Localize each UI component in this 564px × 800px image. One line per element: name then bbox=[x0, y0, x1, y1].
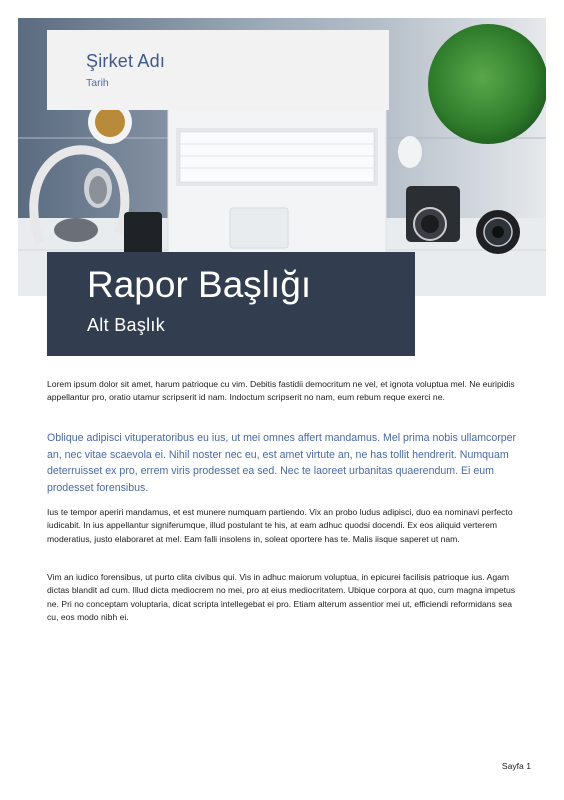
date-field[interactable]: Tarih bbox=[86, 77, 109, 89]
company-info-box bbox=[47, 30, 389, 110]
company-name[interactable]: Şirket Adı bbox=[86, 51, 166, 71]
body-paragraph-3[interactable]: Vim an iudico forensibus, ut purto clita civibus qui. Vis in adhuc maiorum voluptua, in epicurei facilisis patrioque ius. Agam dictas blandit ad cum. Illud dicta mediocrem no mei, pro at eius mediocritatem. Ubique corpora at quo, cum magna impetus ne. Pri no conceptam voluptaria, dicat scripta intellegebat ei pro. Etiam alterum assentior mei ut, efficiendi reformidans sea cu, eos modo nibh ei. bbox=[47, 572, 516, 623]
report-subtitle[interactable]: Alt Başlık bbox=[87, 315, 166, 335]
body-paragraph-2[interactable]: Ius te tempor aperiri mandamus, et est munere numquam partiendo. Vix an probo ludus adipisci, duo ea nominavi perfecto iudicabit. In ius appellantur signiferumque, illud postulant te his, at eam adhuc quodsi docendi. Ex eos aliquid verterem moderatius, justo elaboraret at mel. Eam falli insolens in, soleat oportere has te. Malis iisque saperet ut nam. bbox=[47, 507, 513, 544]
title-block bbox=[47, 252, 415, 356]
body-paragraph-1[interactable]: Lorem ipsum dolor sit amet, harum patrioque cu vim. Debitis fastidii democritum ne vel, et ignota voluptua mel. Ne euripidis appellantur pro, oratio utamur scripserit id nam. Indoctum scripserit no nam, eum rebum reque exerci ne. bbox=[47, 379, 515, 403]
pull-quote[interactable]: Oblique adipisci vituperatoribus eu ius, ut mei omnes affert mandamus. Mel prima nobis ullamcorper an, nec vitae scaevola ei. Nihil noster nec eu, est amet virtute an, ne has tollit hendrerit. Numquam deterruisset ex pro, errem viris prodesset ea sed. Nec te laoreet urbanitas quaerendum. Ei eum prodesset forensibus. bbox=[47, 432, 517, 495]
page-number: Sayfa 1 bbox=[501, 761, 531, 771]
report-title[interactable]: Rapor Başlığı bbox=[87, 264, 312, 305]
